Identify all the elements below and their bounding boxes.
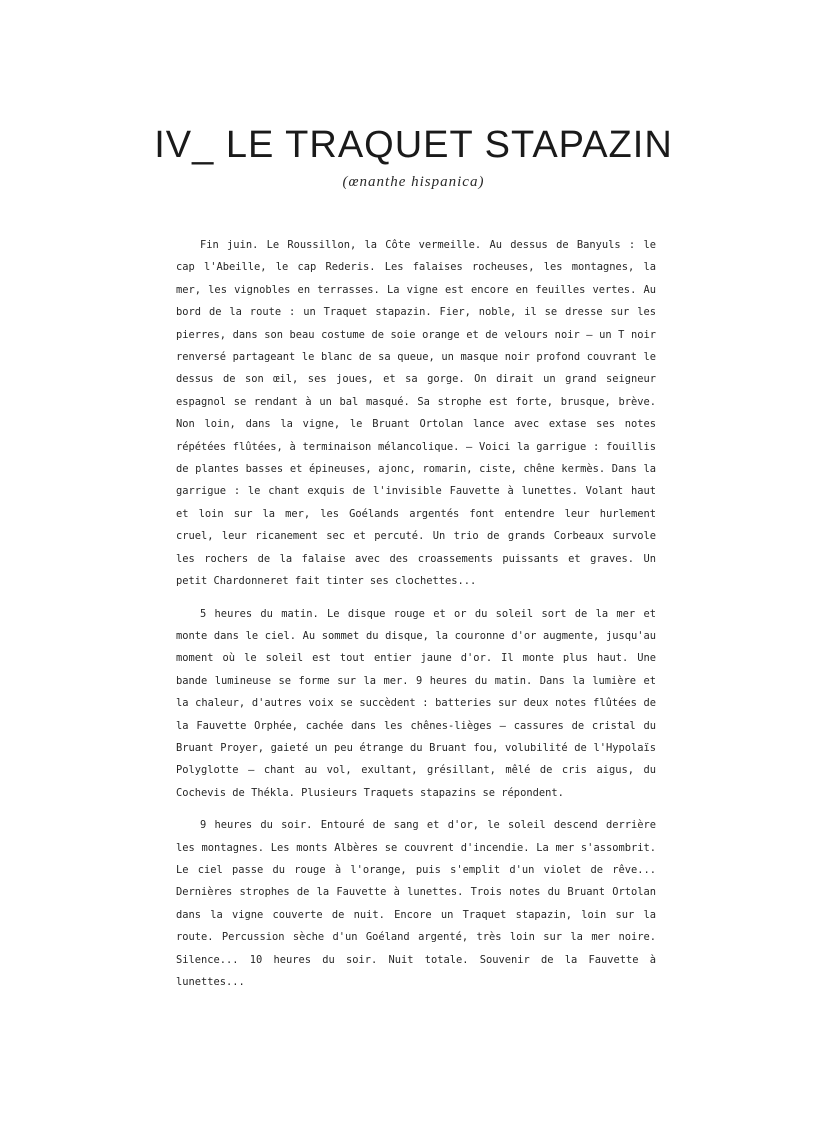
chapter-body — [176, 234, 656, 1003]
paragraph-1: Fin juin. Le Roussillon, la Côte vermeille. Au dessus de Banyuls : le cap l'Abeille, le cap Rederis. Les falaises rocheuses, les montagnes, la mer, les vignobles en terrasses. La vigne est encore en feuilles vertes. Au bord de la route : un Traquet stapazin. Fier, noble, il se dresse sur les pierres, dans son beau costume de soie orange et de velours noir — un T noir renversé partageant le blanc de sa queue, un masque noir profond couvrant le dessus de son œil, ses joues, et sa gorge. On dirait un grand seigneur espagnol se rendant à un bal masqué. Sa strophe est forte, brusque, brève. Non loin, dans la vigne, le Bruant Ortolan lance avec extase ses notes répétées flûtées, à terminaison mélancolique. — Voici la garrigue : fouillis de plantes basses et épineuses, ajonc, romarin, ciste, chêne kermès. Dans la garrigue : le chant exquis de l'invisible Fauvette à lunettes. Volant haut et loin sur la mer, les Goélands argentés font entendre leur hurlement cruel, leur ricanement sec et percuté. Un trio de grands Corbeaux survole les rochers de la falaise avec des croassements puissants et graves. Un petit Chardonneret fait tinter ses clochettes... — [176, 239, 656, 588]
paragraph-3: 9 heures du soir. Entouré de sang et d'or, le soleil descend derrière les montagnes. Les monts Albères se couvrent d'incendie. La mer s'assombrit. Le ciel passe du rouge à l'orange, puis s'emplit d'un violet de rêve... Dernières strophes de la Fauvette à lunettes. Trois notes du Bruant Ortolan dans la vigne couverte de nuit. Encore un Traquet stapazin, loin sur la route. Percussion sèche d'un Goéland argenté, très loin sur la mer noire. Silence... 10 heures du soir. Nuit totale. Souvenir de la Fauvette à lunettes... — [176, 819, 656, 988]
chapter-title: IV_ LE TRAQUET STAPAZIN — [154, 124, 673, 166]
scientific-name: (œnanthe hispanica) — [342, 174, 485, 190]
paragraph-2: 5 heures du matin. Le disque rouge et or du soleil sort de la mer et monte dans le ciel. Au sommet du disque, la couronne d'or augmente, jusqu'au moment où le soleil est tout entier jaune d'or. Il monte plus haut. Une bande lumineuse se forme sur la mer. 9 heures du matin. Dans la lumière et la chaleur, d'autres voix se succèdent : batteries sur deux notes flûtées de la Fauvette Orphée, cachée dans les chênes-lièges — cassures de cristal du Bruant Proyer, gaieté un peu étrange du Bruant fou, volubilité de l'Hypolaïs Polyglotte — chant au vol, exultant, grésillant, mêlé de cris aigus, du Cochevis de Thékla. Plusieurs Traquets stapazins se répondent. — [176, 607, 656, 799]
